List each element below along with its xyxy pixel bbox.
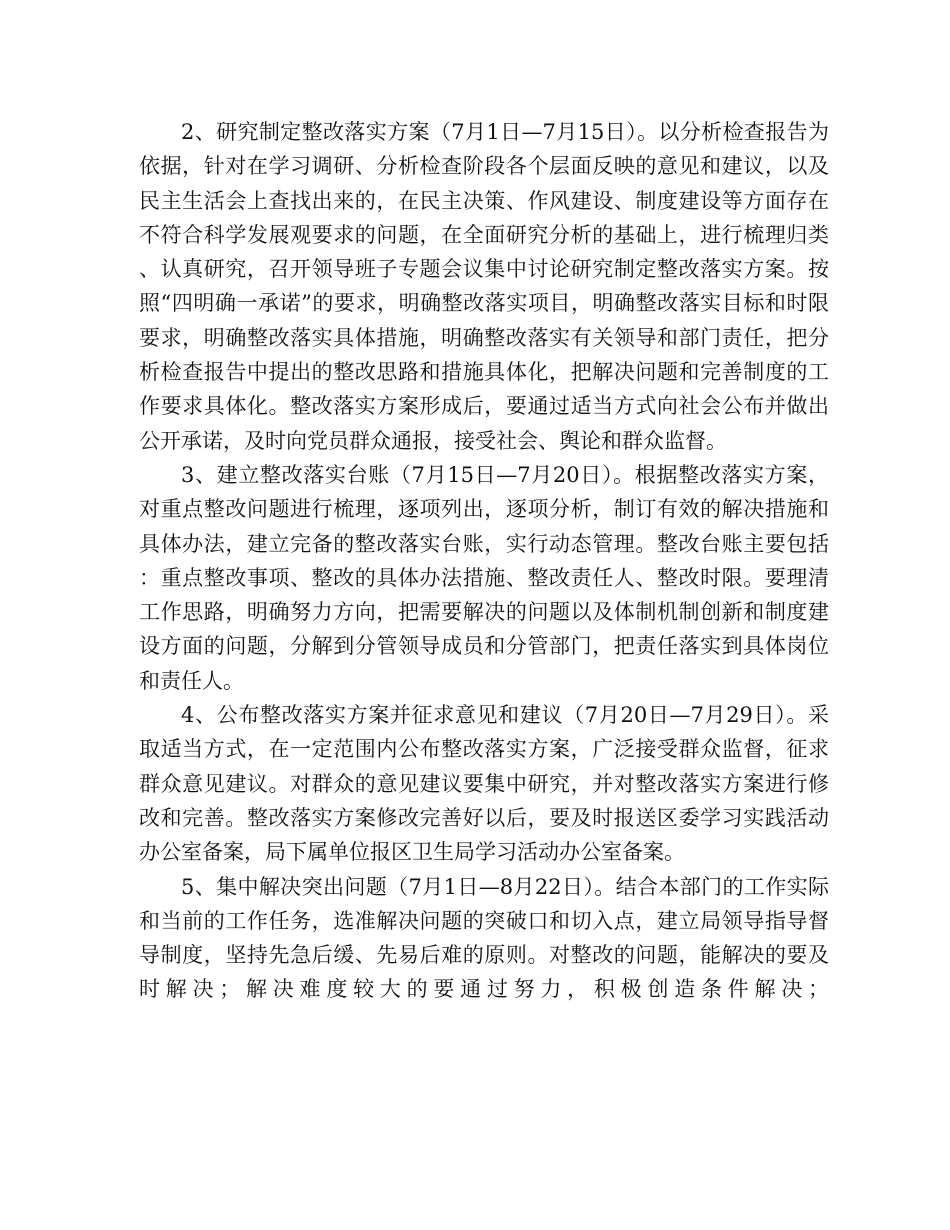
paragraph-rectification-ledger: 3、建立整改落实台账（7月15日—7月20日）。根据整改落实方案，对重点整改问题进行梳理，逐项列出，逐项分析，制订有效的解决措施和具体办法，建立完备的整改落实台账，实行动态管理。整改台账主要包括：重点整改事项、整改的具体办法措施、整改责任人、整改时限。要理清工作思路，明确努力方向，把需要解决的问题以及体制机制创新和制度建设方面的问题，分解到分管领导成员和分管部门，把责任落实到具体岗位和责任人。 [139, 462, 829, 693]
paragraph-rectification-plan: 2、研究制定整改落实方案（7月1日—7月15日）。以分析检查报告为依据，针对在学习调研、分析检查阶段各个层面反映的意见和建议，以及民主生活会上查找出来的，在民主决策、作风建设、制度建设等方面存在不符合科学发展观要求的问题，在全面研究分析的基础上，进行梳理归类、认真研究，召开领导班子专题会议集中讨论研究制定整改落实方案。按照“四明确一承诺”的要求，明确整改落实项目，明确整改落实目标和时限要求，明确整改落实具体措施，明确整改落实有关领导和部门责任，把分析检查报告中提出的整改思路和措施具体化，把解决问题和完善制度的工作要求具体化。整改落实方案形成后，要通过适当方式向社会公布并做出公开承诺，及时向党员群众通报，接受社会、舆论和群众监督。 [139, 120, 829, 453]
paragraph-publish-plan: 4、公布整改落实方案并征求意见和建议（7月20日—7月29日）。采取适当方式，在一定范围内公布整改落实方案，广泛接受群众监督，征求群众意见建议。对群众的意见建议要集中研究，并对整改落实方案进行修改和完善。整改落实方案修改完善好以后，要及时报送区委学习实践活动办公室备案，局下属单位报区卫生局学习活动办公室备案。 [139, 703, 829, 865]
document-body [139, 115, 829, 1007]
paragraph-solve-problems: 5、集中解决突出问题（7月1日—8月22日）。结合本部门的工作实际和当前的工作任务，选准解决问题的突破口和切入点，建立局领导指导督导制度，坚持先急后缓、先易后难的原则。对整改的问题，能解决的要及时解决；解决难度较大的要通过努力，积极创造条件解决； [139, 874, 829, 1002]
